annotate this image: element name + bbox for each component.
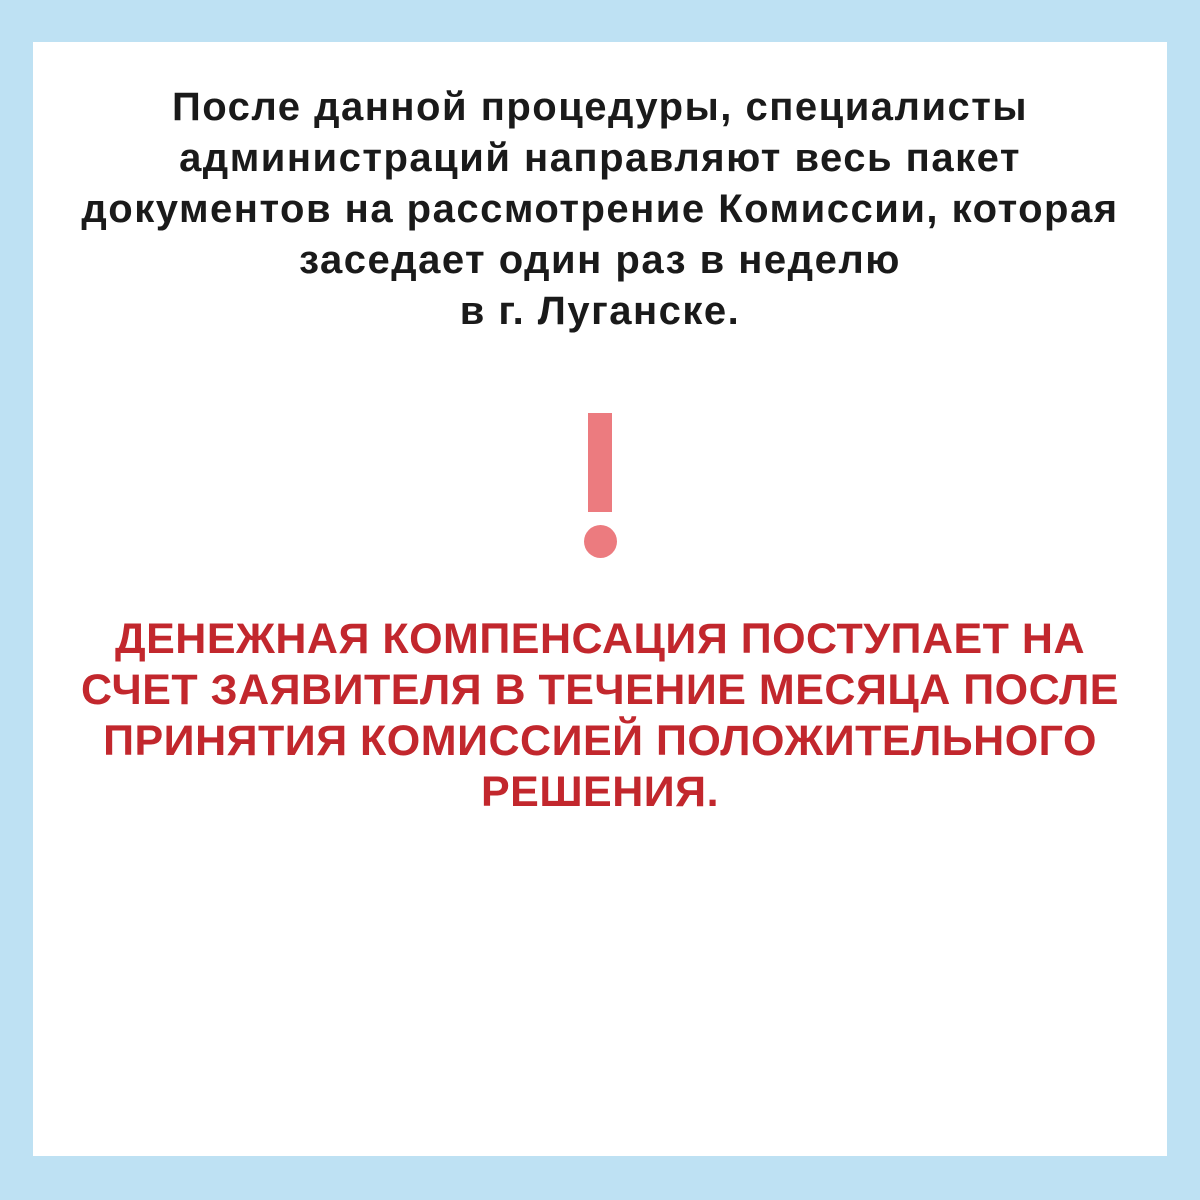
intro-line: документов на рассмотрение Комиссии, которая — [81, 187, 1119, 231]
warning-line: СЧЕТ ЗАЯВИТЕЛЯ В ТЕЧЕНИЕ МЕСЯЦА ПОСЛЕ — [81, 666, 1119, 714]
exclamation-mark-icon — [55, 413, 1145, 558]
warning-heading — [55, 614, 1145, 818]
intro-line: администраций направляют весь пакет — [179, 136, 1021, 180]
intro-line: в г. Луганске. — [459, 289, 741, 333]
exclamation-bar — [588, 413, 612, 512]
warning-line: ПРИНЯТИЯ КОМИССИЕЙ ПОЛОЖИТЕЛЬНОГО — [103, 717, 1097, 765]
intro-paragraph — [55, 82, 1145, 337]
warning-line: РЕШЕНИЯ. — [480, 768, 720, 816]
exclamation-dot — [584, 525, 617, 558]
intro-line: заседает один раз в неделю — [299, 238, 901, 282]
warning-line: ДЕНЕЖНАЯ КОМПЕНСАЦИЯ ПОСТУПАЕТ НА — [114, 615, 1086, 663]
intro-line: После данной процедуры, специалисты — [171, 85, 1029, 129]
content-card — [33, 42, 1167, 1156]
